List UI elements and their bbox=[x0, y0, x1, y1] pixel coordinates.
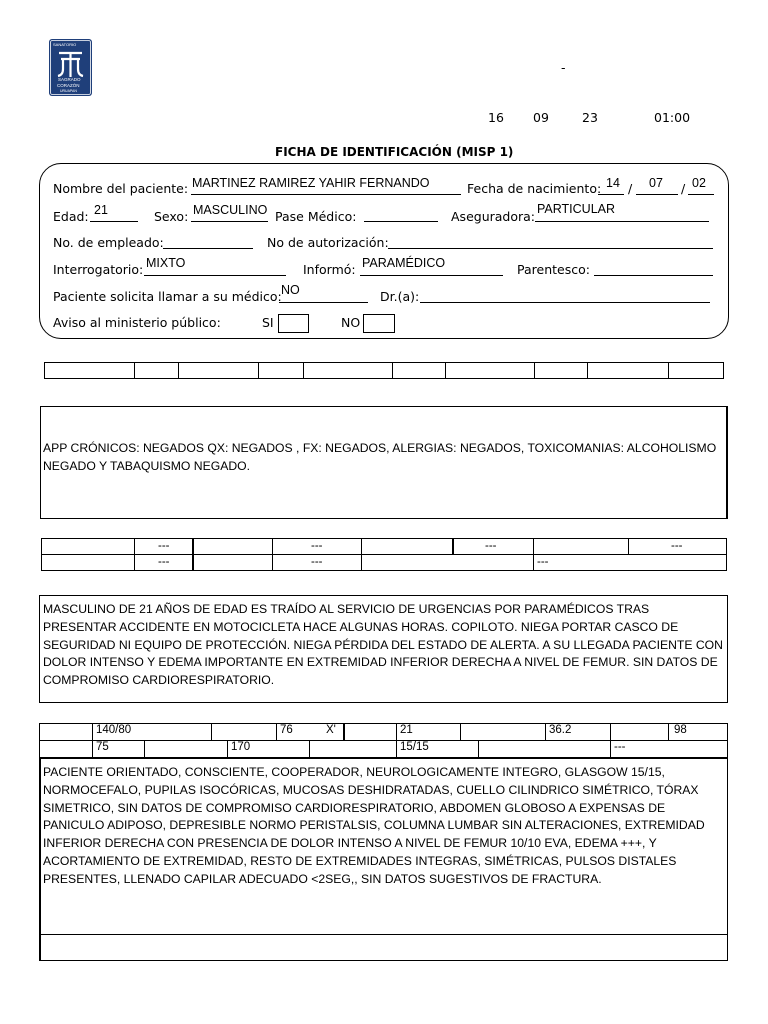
antecedents-text: APP CRÓNICOS: NEGADOS QX: NEGADOS , FX: NEGADOS, ALERGIAS: NEGADOS, TOXICOMANIAS: ALCOHOLISMO NEGADO Y TABAQUISMO NEGADO. bbox=[43, 441, 717, 473]
no-checkbox[interactable] bbox=[363, 314, 395, 333]
logo-text-2: SAGRADO bbox=[58, 77, 81, 82]
age-value: 21 bbox=[94, 203, 108, 217]
employee-number-label: No. de empleado: bbox=[53, 235, 164, 250]
birth-year-value: 02 bbox=[692, 176, 706, 190]
header-time: 01:00 bbox=[654, 110, 691, 125]
birth-slash-2: / bbox=[681, 181, 686, 196]
vital-spo2: 98 bbox=[674, 724, 687, 736]
header-date-day: 16 bbox=[488, 110, 504, 125]
informant-label: Informó: bbox=[303, 262, 356, 277]
physical-exam-text: PACIENTE ORIENTADO, CONSCIENTE, COOPERADOR, NEUROLOGICAMENTE INTEGRO, GLASGOW 15/15, NORMOCEFALO, PUPILAS ISOCÓRICAS, MUCOSAS DESHIDRATADAS, CUELLO CILINDRICO SIMÉTRICO, TÓRAX SIMETRICO, SIN DATOS DE COMPROMISO CARDIORESPIRATORIO, ABDOMEN GLOBOSO A EXPENSAS DE PANICULO ADIPOSO, DEPRESIBLE NORMO PERISTALSIS, COLUMNA LUMBAR SIN ALTERACIONES, EXTREMIDAD INFERIOR DERECHA CON PRESENCIA DE DOLOR INTENSO A NIVEL DE FEMUR 10/10 EVA, EDEMA +++, Y ACORTAMIENTO DE EXTREMIDAD, RESTO DE EXTREMIDADES INTEGRAS, SIMÉTRICAS, PULSOS DISTALES PRESENTES, LLENADO CAPILAR ADECUADO <2SEG,, SIN DATOS SUGESTIVOS DE FRACTURA. bbox=[43, 765, 705, 886]
vital-heart-rate: 76 bbox=[280, 724, 293, 736]
doctor-label: Dr.(a): bbox=[380, 289, 420, 304]
current-illness-text: MASCULINO DE 21 AÑOS DE EDAD ES TRAÍDO AL SERVICIO DE URGENCIAS POR PARAMÉDICOS TRAS PRESENTAR ACCIDENTE EN MOTOCICLETA HACE ALGUNAS HORAS. COPILOTO. NIEGA PORTAR CASCO DE SEGURIDAD NI EQUIPO DE PROTECCIÓN. NIEGA PÉRDIDA DEL ESTADO DE ALERTA. A SU LLEGADA PACIENTE CON DOLOR INTENSO Y EDEMA IMPORTANTE EN EXTREMIDAD INFERIOR DERECHA A NIVEL DE FEMUR. SIN DATOS DE COMPROMISO CARDIORESPIRATORIO. bbox=[43, 602, 723, 688]
gyn-r2-c2: --- bbox=[311, 556, 323, 568]
sex-label: Sexo: bbox=[154, 209, 189, 224]
interrogation-value: MIXTO bbox=[146, 256, 186, 270]
relationship-label: Parentesco: bbox=[517, 262, 590, 277]
age-label: Edad: bbox=[53, 209, 89, 224]
authorization-label: No de autorización: bbox=[267, 235, 389, 250]
gyn-r2-c3: --- bbox=[537, 556, 549, 568]
patient-name-value: MARTINEZ RAMIREZ YAHIR FERNANDO bbox=[192, 176, 430, 190]
gyn-r1-c2: --- bbox=[311, 540, 323, 552]
gyn-r1-c4: --- bbox=[671, 540, 683, 552]
header-date-year: 23 bbox=[582, 110, 598, 125]
gyn-r2-c1: --- bbox=[158, 556, 170, 568]
yes-checkbox[interactable] bbox=[278, 314, 309, 333]
vital-glasgow: 15/15 bbox=[400, 741, 429, 753]
interrogation-label: Interrogatorio: bbox=[53, 262, 144, 277]
yes-label: SI bbox=[262, 315, 274, 330]
sex-value: MASCULINO bbox=[193, 203, 268, 217]
birth-month-value: 07 bbox=[649, 176, 663, 190]
vital-height: 170 bbox=[231, 741, 251, 753]
patient-name-label: Nombre del paciente: bbox=[53, 181, 189, 196]
gyn-r1-c3: --- bbox=[485, 540, 497, 552]
insurer-value: PARTICULAR bbox=[537, 202, 616, 216]
vital-glucose: --- bbox=[614, 741, 626, 753]
insurer-label: Aseguradora: bbox=[451, 209, 536, 224]
gyn-r1-c1: --- bbox=[158, 540, 170, 552]
header-date-month: 09 bbox=[533, 110, 549, 125]
birth-slash-1: / bbox=[628, 181, 633, 196]
birth-day-value: 14 bbox=[606, 176, 620, 190]
vital-weight: 75 bbox=[96, 741, 109, 753]
vital-respiratory-rate: 21 bbox=[400, 724, 413, 736]
header-dash: - bbox=[561, 60, 566, 75]
logo-text-3: CORAZÓN bbox=[57, 83, 80, 88]
hospital-logo bbox=[49, 39, 92, 96]
pase-medico-label: Pase Médico: bbox=[275, 209, 357, 224]
page-title: FICHA DE IDENTIFICACIÓN (MISP 1) bbox=[275, 145, 514, 159]
call-doctor-value: NO bbox=[281, 283, 300, 297]
birth-date-label: Fecha de nacimiento: bbox=[467, 181, 602, 196]
vital-heart-rate-unit: X' bbox=[326, 724, 336, 736]
no-label: NO bbox=[341, 315, 361, 330]
blank-row-table bbox=[44, 362, 724, 379]
informant-value: PARAMÉDICO bbox=[362, 256, 446, 270]
call-doctor-label: Paciente solicita llamar a su médico: bbox=[53, 289, 282, 304]
ministry-notice-label: Aviso al ministerio público: bbox=[53, 315, 221, 330]
logo-text-4: URUAPAN bbox=[60, 89, 77, 93]
vital-temperature: 36.2 bbox=[549, 724, 572, 736]
logo-text-1: SANATORIO bbox=[53, 42, 77, 47]
vital-blood-pressure: 140/80 bbox=[96, 724, 132, 736]
